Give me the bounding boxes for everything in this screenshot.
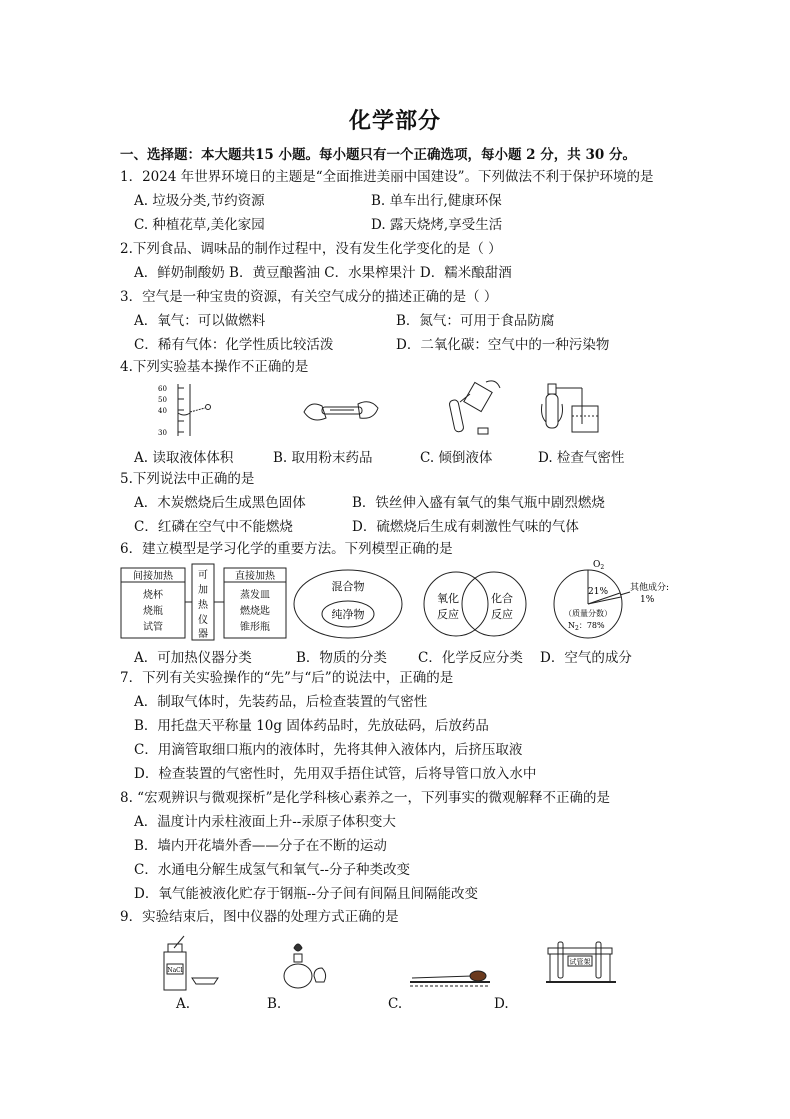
q5-option-d: D．硫燃烧后生成有刺激性气味的气体 (352, 519, 579, 535)
model-c-right: 反应 (491, 608, 513, 621)
q7-option-b: B．用托盘天平称量 10g 固体药品时，先放砝码，后放药品 (134, 718, 489, 734)
q7-option-d: D．检查装置的气密性时，先用双手捂住试管，后将导管口放入水中 (134, 766, 537, 782)
model-a-direct: 直接加热 (235, 571, 275, 582)
q8-stem: 8. “宏观辨识与微观探析”是化学科核心素养之一，下列事实的微观解释不正确的是 (120, 790, 610, 806)
pie-n2-label: $N_2$：78% (568, 621, 605, 632)
model-a-center: 热 (198, 600, 208, 611)
model-c-left: 反应 (437, 608, 459, 621)
nacl-label: NaCl (167, 967, 183, 974)
q4-option-a: A. 读取液体体积 (134, 450, 234, 466)
scale-label: 50 (158, 396, 167, 404)
pie-other-label: 其他成分: (630, 583, 670, 593)
model-a-item: 燃烧匙 (240, 606, 270, 617)
dropper-on-table-figure (408, 966, 492, 990)
q3-option-b: B．氮气：可用于食品防腐 (396, 313, 555, 329)
q1-option-b: B. 单车出行,健康环保 (371, 193, 502, 209)
reagent-bottle-figure (160, 934, 222, 994)
q6-stem: 6．建立模型是学习化学的重要方法。下列模型正确的是 (120, 541, 453, 557)
graduated-cylinder-figure (150, 380, 220, 440)
q3-option-c: C．稀有气体：化学性质比较活泼 (134, 337, 334, 353)
model-a-center: 可 (198, 570, 208, 581)
pouring-liquid-figure (440, 376, 510, 440)
q3-stem: 3．空气是一种宝贵的资源，有关空气成分的描述正确的是（ ） (120, 289, 498, 305)
pie-other-percent: 1% (640, 595, 655, 605)
model-a-center: 加 (198, 585, 208, 596)
section-heading: 一、选择题：本大题共15 小题。每小题只有一个正确选项，每小题 2 分，共 30 分。 (120, 147, 636, 163)
model-a-item: 烧瓶 (143, 606, 163, 617)
matter-classification-model (292, 568, 404, 640)
model-b-inner: 纯净物 (331, 608, 365, 621)
test-tube-rack-figure (544, 938, 618, 988)
alcohol-lamp-figure (280, 940, 330, 994)
q2-options: A．鲜奶制酸奶 B．黄豆酿酱油 C．水果榨果汁 D．糯米酿甜酒 (134, 265, 512, 281)
q9-stem: 9．实验结束后，图中仪器的处理方式正确的是 (120, 909, 399, 925)
q1-option-a: A. 垃圾分类,节约资源 (134, 193, 265, 209)
model-c-right: 化合 (491, 592, 513, 605)
model-a-indirect: 间接加热 (133, 571, 173, 582)
airtightness-figure (536, 380, 606, 440)
q3-option-d: D．二氧化碳：空气中的一种污染物 (396, 337, 610, 353)
q6-option-b: B．物质的分类 (296, 650, 387, 666)
q5-option-a: A．木炭燃烧后生成黑色固体 (134, 495, 306, 511)
q8-option-b: B．墙内开花墙外香——分子在不断的运动 (134, 838, 387, 854)
heating-instrument-model (120, 562, 290, 644)
q6-option-d: D．空气的成分 (540, 650, 632, 666)
q4-stem: 4.下列实验基本操作不正确的是 (120, 359, 309, 375)
q1-stem: 1．2024 年世界环境日的主题是“全面推进美丽中国建设”。下列做法不利于保护环境的是 (120, 169, 654, 185)
q3-option-a: A．氧气：可以做燃料 (134, 313, 266, 329)
scale-label: 30 (158, 429, 167, 437)
q8-option-a: A．温度计内汞柱液面上升--汞原子体积变大 (134, 814, 396, 830)
q7-option-c: C．用滴管取细口瓶内的液体时，先将其伸入液体内，后挤压取液 (134, 742, 523, 758)
page-title: 化学部分 (348, 108, 441, 134)
q4-option-d: D. 检查气密性 (538, 450, 625, 466)
q7-stem: 7．下列有关实验操作的“先”与“后”的说法中，正确的是 (120, 670, 454, 686)
q9-option-a: A. (176, 996, 191, 1012)
model-a-item: 锥形瓶 (240, 622, 270, 633)
pie-o2-label: $O_2$ (593, 560, 605, 571)
q7-option-a: A．制取气体时，先装药品，后检查装置的气密性 (134, 694, 428, 710)
reaction-classification-model (418, 568, 530, 640)
q5-option-c: C．红磷在空气中不能燃烧 (134, 519, 293, 535)
q8-option-d: D．氧气能被液化贮存于钢瓶--分子间有间隔且间隔能改变 (134, 886, 478, 902)
q6-option-c: C．化学反应分类 (418, 650, 523, 666)
rack-label: 试管架 (569, 958, 591, 966)
air-composition-pie (546, 558, 676, 644)
model-b-outer: 混合物 (331, 580, 365, 593)
pie-mass-note: （质量分数） (564, 609, 612, 618)
model-a-center: 仪 (198, 615, 208, 626)
model-c-left: 氧化 (437, 592, 459, 605)
scale-label: 60 (158, 385, 167, 393)
model-a-item: 试管 (143, 622, 163, 633)
q1-option-d: D. 露天烧烤,享受生活 (371, 217, 503, 233)
q9-option-d: D. (494, 996, 509, 1012)
q4-option-c: C. 倾倒液体 (420, 450, 493, 466)
model-a-item: 蒸发皿 (240, 590, 270, 601)
q9-option-b: B. (267, 996, 282, 1012)
q4-option-b: B. 取用粉末药品 (273, 450, 373, 466)
q8-option-c: C．水通电分解生成氢气和氧气--分子种类改变 (134, 862, 410, 878)
q9-option-c: C. (388, 996, 403, 1012)
q6-option-a: A．可加热仪器分类 (134, 650, 252, 666)
powder-transfer-figure (296, 390, 386, 430)
model-a-item: 烧杯 (143, 590, 163, 601)
q5-option-b: B．铁丝伸入盛有氧气的集气瓶中剧烈燃烧 (352, 495, 605, 511)
pie-o2-percent: 21% (588, 587, 609, 597)
model-a-center: 器 (198, 629, 208, 640)
q5-stem: 5.下列说法中正确的是 (120, 471, 255, 487)
q2-stem: 2.下列食品、调味品的制作过程中，没有发生化学变化的是（ ） (120, 241, 502, 257)
q1-option-c: C. 种植花草,美化家园 (134, 217, 265, 233)
scale-label: 40 (158, 407, 167, 415)
